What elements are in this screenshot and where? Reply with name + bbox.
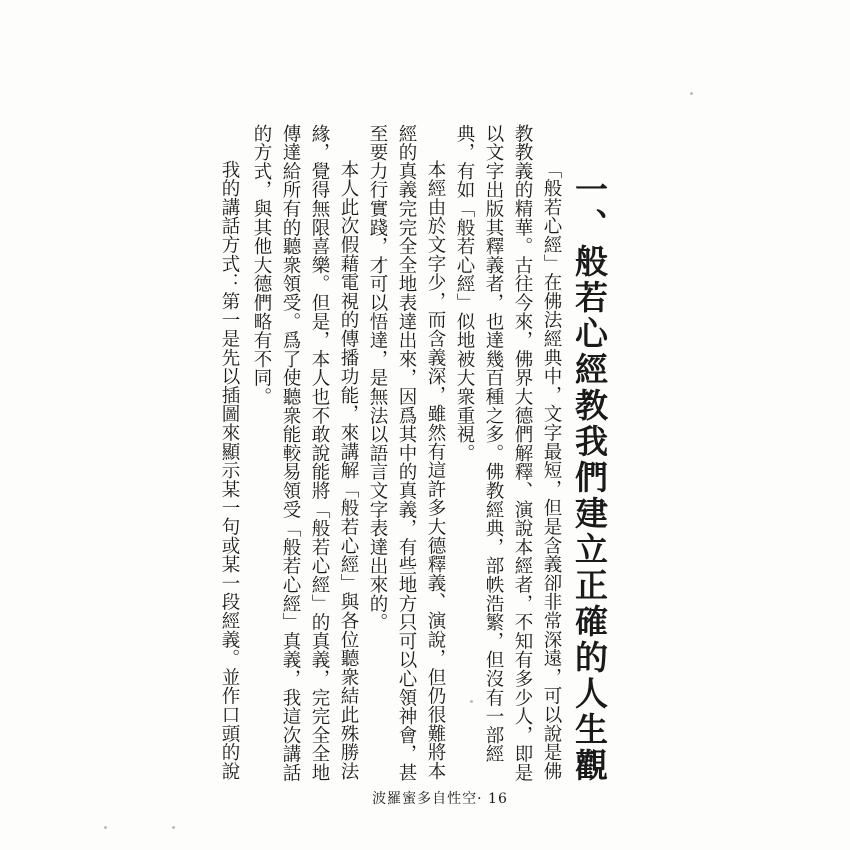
text-column-1: 「般若心經」在佛法經典中，文字最短，但是含義卻非常深遠，可以說是佛 [541,160,562,781]
paper-speck [172,826,175,829]
text-column-12: 我的講話方式：第一是先以插圖來顯示某一句或某一段經義。並作口頭的說 [219,160,240,781]
text-column-5: 本經由於文字少，而含義深，雖然有這許多大德釋義、演說，但仍很難將本 [425,160,446,781]
text-column-4: 典，有如「般若心經」似地被大衆重視。 [454,124,475,463]
text-column-6: 經的真義完完全全地表達出來，因爲其中的真義，有些地方只可以心領神會，甚 [396,124,417,782]
page-footer: 波羅蜜多自性空· 16 [372,791,508,807]
text-column-8: 本人此次假藉電視的傳播功能，來講解「般若心經」與各位聽衆結此殊勝法 [338,160,359,781]
paper-speck [104,826,107,829]
paper-speck [470,700,473,703]
chapter-title: 一、般若心經教我們建立正確的人生觀 [570,172,609,784]
paper-speck [690,92,693,95]
text-column-9: 緣，覺得無限喜樂。但是，本人也不敢說能將「般若心經」的真義，完完全全地 [309,124,330,782]
text-column-11: 的方式，與其他大德們略有不同。 [251,124,272,406]
text-column-2: 教教義的精華。古往今來，佛界大德們解釋、演說本經者，不知有多少人，即是 [512,124,533,782]
text-column-7: 至要力行實踐，才可以悟達，是無法以語言文字表達出來的。 [367,124,388,632]
text-column-3: 以文字出版其釋義者，也達幾百種之多。佛教經典，部帙浩繁，但沒有一部經 [483,124,504,764]
text-column-10: 傳達給所有的聽衆領受。爲了使聽衆能較易領受「般若心經」真義，我這次講話 [280,124,301,782]
